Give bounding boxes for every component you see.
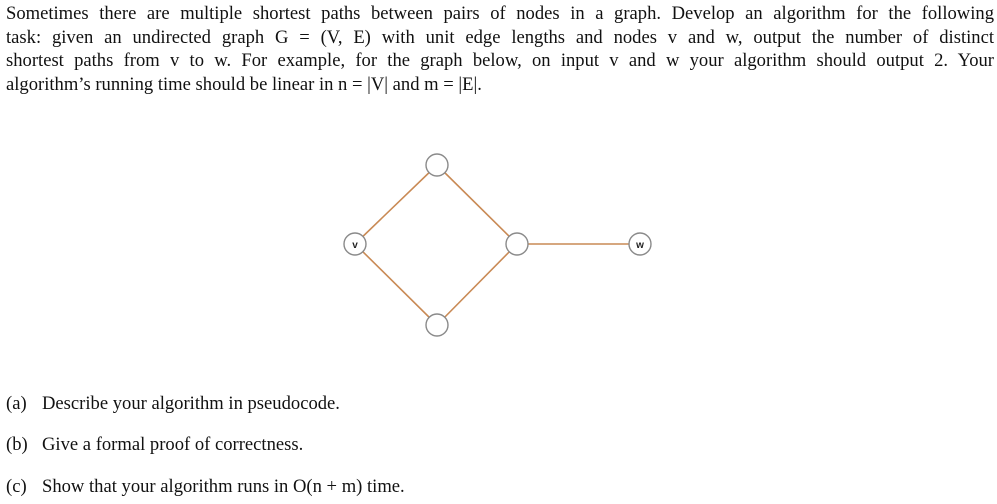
- example-graph: [330, 145, 670, 345]
- node-w-label: w: [636, 240, 644, 251]
- edge-v-bottom: [355, 244, 437, 325]
- problem-line-3: shortest paths from v to w. For example, for the graph below, on input v and w your algorithm should output 2. Your: [6, 50, 994, 72]
- part-a: [6, 392, 340, 416]
- node-v-label: v: [352, 240, 358, 251]
- edge-v-top: [355, 165, 437, 244]
- node-right: [506, 233, 528, 255]
- edge-top-right: [437, 165, 517, 244]
- part-a-label: (a): [6, 393, 27, 414]
- part-c-label: (c): [6, 476, 27, 497]
- node-bottom: [426, 314, 448, 336]
- node-top: [426, 154, 448, 176]
- edge-bottom-right: [437, 244, 517, 325]
- part-c-text: Show that your algorithm runs in O(n + m) time.: [42, 476, 405, 497]
- part-b-text: Give a formal proof of correctness.: [42, 434, 304, 455]
- part-c: [6, 475, 405, 499]
- part-b: [6, 433, 303, 457]
- problem-statement: [6, 2, 994, 96]
- problem-line-2: task: given an undirected graph G = (V, E) with unit edge lengths and nodes v and w, output the number of distinct: [6, 26, 994, 48]
- part-b-label: (b): [6, 434, 28, 455]
- problem-line-1: Sometimes there are multiple shortest paths between pairs of nodes in a graph. Develop an algorithm for the following: [6, 3, 994, 24]
- problem-line-4: algorithm’s running time should be linear in n = |V| and m = |E|.: [6, 73, 482, 95]
- part-a-text: Describe your algorithm in pseudocode.: [42, 393, 340, 414]
